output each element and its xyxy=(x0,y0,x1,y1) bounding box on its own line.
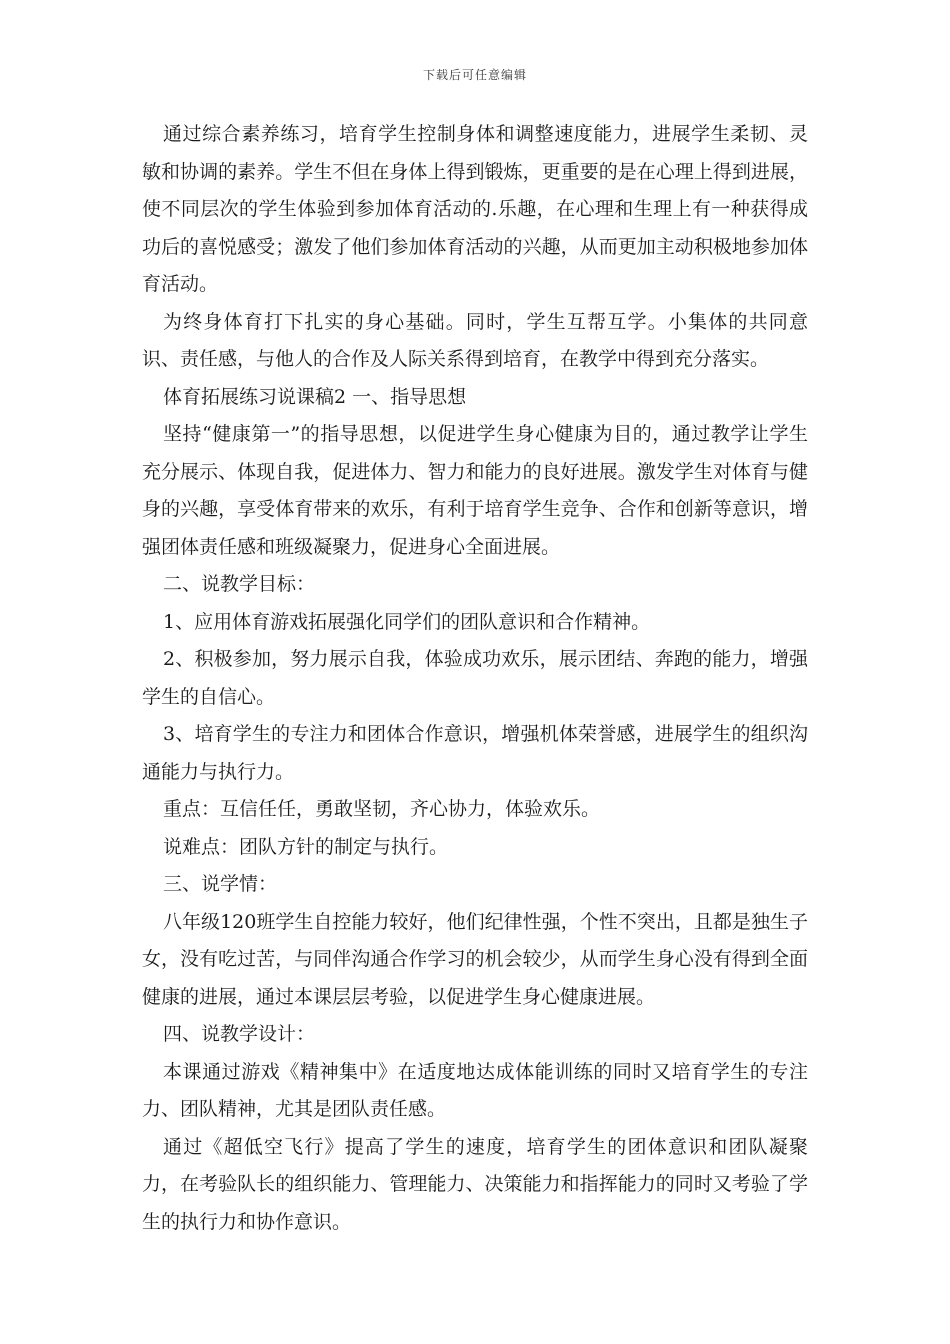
list-item: 3、培育学生的专注力和团体合作意识，增强机体荣誉感，进展学生的组织沟通能力与执行力。 xyxy=(142,723,808,783)
paragraph: 通过《超低空飞行》提高了学生的速度，培育学生的团体意识和团队凝聚力，在考验队长的组织能力、管理能力、决策能力和指挥能力的同时又考验了学生的执行力和协作意识。 xyxy=(142,1135,808,1233)
list-item: 2、积极参加，努力展示自我，体验成功欢乐，展示团结、奔跑的能力，增强学生的自信心。 xyxy=(142,648,808,708)
section-heading: 二、说教学目标： xyxy=(163,573,316,595)
list-item: 1、应用体育游戏拓展强化同学们的团队意识和合作精神。 xyxy=(163,610,651,633)
paragraph: 坚持“健康第一”的指导思想，以促进学生身心健康为目的，通过教学让学生充分展示、体现自我，促进体力、智力和能力的良好进展。激发学生对体育与健身的兴趣，享受体育带来的欢乐，有利于培育学生竞争、合作和创新等意识，增强团体责任感和班级凝聚力，促进身心全面进展。 xyxy=(142,423,808,558)
section-heading: 三、说学情： xyxy=(163,873,278,895)
paragraph: 八年级120班学生自控能力较好，他们纪律性强，个性不突出，且都是独生子女，没有吃过苦，与同伴沟通合作学习的机会较少，从而学生身心没有得到全面健康的进展，通过本课层层考验，以促进学生身心健康进展。 xyxy=(142,910,808,1008)
paragraph: 为终身体育打下扎实的身心基础。同时，学生互帮互学。小集体的共同意识、责任感，与他人的合作及人际关系得到培育，在教学中得到充分落实。 xyxy=(142,310,808,370)
paragraph: 本课通过游戏《精神集中》在适度地达成体能训练的同时又培育学生的专注力、团队精神，尤其是团队责任感。 xyxy=(142,1060,808,1120)
paragraph: 通过综合素养练习，培育学生控制身体和调整速度能力，进展学生柔韧、灵敏和协调的素养。学生不但在身体上得到锻炼，更重要的是在心理上得到进展，使不同层次的学生体验到参加体育活动的.乐趣，在心理和生理上有一种获得成功后的喜悦感受；激发了他们参加体育活动的兴趣，从而更加主动积极地参加体育活动。 xyxy=(142,123,808,295)
paragraph: 重点：互信任任，勇敢坚韧，齐心协力，体验欢乐。 xyxy=(163,798,601,820)
document-body xyxy=(142,116,808,1241)
page-header: 下载后可任意编辑 xyxy=(422,68,527,82)
section-heading: 体育拓展练习说课稿2 一、指导思想 xyxy=(163,385,467,408)
paragraph: 说难点：团队方针的制定与执行。 xyxy=(163,835,449,858)
section-heading: 四、说教学设计： xyxy=(163,1023,316,1045)
